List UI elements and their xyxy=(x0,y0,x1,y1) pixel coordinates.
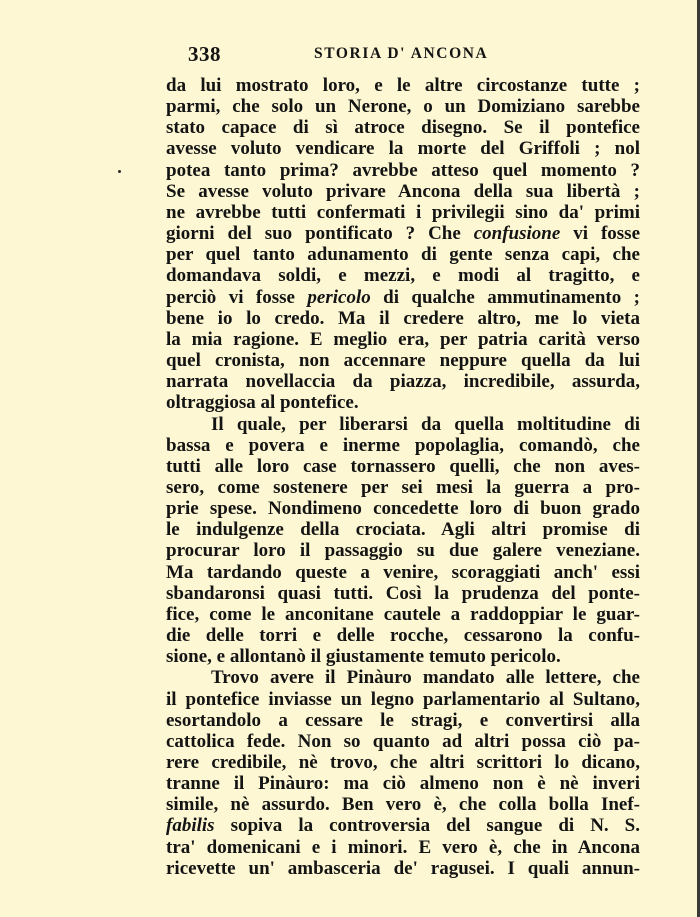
text-segment: la mia ragione. E meglio era, per patria carità verso xyxy=(166,328,640,350)
text-line xyxy=(166,731,640,752)
text-line xyxy=(166,160,640,181)
text-line xyxy=(166,456,640,477)
text-line xyxy=(166,773,640,794)
text-segment: avesse voluto vendicare la morte del Griffoli ; nol xyxy=(166,138,640,160)
text-line xyxy=(166,540,640,561)
text-line xyxy=(166,689,640,710)
text-segment: fice, come le anconitane cautele a raddoppiar le guar- xyxy=(166,603,640,625)
italic-word: fabilis xyxy=(166,815,215,837)
text-segment: sopiva la controversia del sangue di N. S. xyxy=(214,815,640,837)
text-segment: procurar loro il passaggio su due galere veneziane. xyxy=(166,540,640,562)
text-segment: da lui mostrato loro, e le altre circostanze tutte ; xyxy=(166,75,640,96)
text-segment: quel cronista, non accennare neppure quella da lui xyxy=(166,350,640,372)
text-line xyxy=(166,435,640,456)
text-line xyxy=(166,794,640,815)
text-segment: Ma tardando queste a venire, scoraggiati anch' essi xyxy=(166,561,640,583)
text-segment: tra' domenicani e i minori. E vero è, che in Ancona xyxy=(166,836,640,858)
text-segment: ricevette un' ambasceria de' ragusei. I quali annun- xyxy=(166,857,640,879)
text-line xyxy=(166,604,640,625)
text-line xyxy=(166,710,640,731)
text-line xyxy=(166,646,640,667)
text-segment: stato capace di sì atroce disegno. Se il pontefice xyxy=(166,117,640,139)
text-segment: Se avesse voluto privare Ancona della sua libertà ; xyxy=(166,180,640,202)
text-line xyxy=(166,329,640,350)
text-segment: il pontefice inviasse un legno parlamentario al Sultano, xyxy=(166,688,640,710)
text-segment: rere credibile, nè trovo, che altri scrittori lo dicano, xyxy=(166,752,640,773)
text-line xyxy=(166,815,640,836)
text-line xyxy=(166,138,640,159)
text-line xyxy=(166,287,640,308)
text-segment: ne avrebbe tutti confermati i privilegii sino da' primi xyxy=(166,201,640,223)
text-line xyxy=(166,350,640,371)
text-segment: vi fosse xyxy=(560,223,641,245)
text-segment: perciò vi fosse xyxy=(166,286,308,308)
text-segment: sione, e allontanò il giustamente temuto pericolo. xyxy=(166,646,561,668)
text-line xyxy=(166,265,640,286)
text-segment: die delle torri e delle rocche, cessarono la confu- xyxy=(166,625,640,647)
text-line xyxy=(166,667,640,688)
text-line xyxy=(166,562,640,583)
text-segment: sero, come sostenere per sei mesi la guerra a pro- xyxy=(166,476,640,498)
text-line xyxy=(166,392,640,413)
text-line xyxy=(166,371,640,392)
text-segment: per quel tanto adunamento di gente senza capi, che xyxy=(166,244,640,266)
text-line xyxy=(166,837,640,858)
text-segment: sbandaronsi quasi tutti. Così la prudenza del ponte- xyxy=(166,582,640,604)
text-line xyxy=(166,117,640,138)
text-line xyxy=(166,75,640,96)
text-segment: bassa e povera e inerme popolaglia, comandò, che xyxy=(166,434,640,456)
text-segment: Trovo avere il Pinàuro mandato alle lettere, che xyxy=(211,667,640,689)
text-segment: bene io lo credo. Ma il credere altro, me lo vieta xyxy=(166,307,640,329)
text-line xyxy=(166,223,640,244)
text-line xyxy=(166,202,640,223)
italic-word: pericolo xyxy=(307,286,371,308)
text-segment: le indulgenze della crociata. Agli altri promise di xyxy=(166,519,640,541)
text-line xyxy=(166,752,640,773)
text-line xyxy=(166,308,640,329)
text-line xyxy=(166,498,640,519)
text-line xyxy=(166,477,640,498)
text-segment: parmi, che solo un Nerone, o un Domiziano sarebbe xyxy=(166,96,640,118)
text-line xyxy=(166,858,640,879)
text-segment: domandava soldi, e mezzi, e modi al tragitto, e xyxy=(166,265,640,287)
italic-word: confusione xyxy=(473,223,561,245)
text-segment: oltraggiosa al pontefice. xyxy=(166,392,359,414)
text-segment: giorni del suo pontificato ? Che xyxy=(166,223,474,245)
body-text xyxy=(166,75,640,879)
text-line xyxy=(166,181,640,202)
text-line xyxy=(166,583,640,604)
text-segment: cattolica fede. Non so quanto ad altri possa ciò pa- xyxy=(166,730,640,752)
page-header xyxy=(188,42,638,66)
text-segment: tranne il Pinàuro: ma ciò almeno non è nè inveri xyxy=(166,773,640,795)
text-segment: narrata novellaccia da piazza, incredibile, assurda, xyxy=(166,371,640,393)
margin-mark xyxy=(118,170,121,173)
text-line xyxy=(166,96,640,117)
text-segment: simile, nè assurdo. Ben vero è, che colla bolla Inef- xyxy=(166,794,640,816)
text-segment: esortandolo a cessare le stragi, e convertirsi alla xyxy=(166,709,640,731)
text-segment: di qualche ammutinamento ; xyxy=(370,286,640,308)
page-number: 338 xyxy=(188,42,221,66)
text-line xyxy=(166,244,640,265)
text-line xyxy=(166,625,640,646)
text-line xyxy=(166,414,640,435)
text-segment: tutti alle loro case tornassero quelli, che non aves- xyxy=(166,455,640,477)
text-segment: Il quale, per liberarsi da quella moltitudine di xyxy=(211,413,640,435)
running-title: STORIA D' ANCONA xyxy=(314,45,489,62)
text-segment: prie spese. Nondimeno concedette loro di buon grado xyxy=(166,498,640,520)
text-line xyxy=(166,519,640,540)
text-segment: potea tanto prima? avrebbe atteso quel momento ? xyxy=(166,159,640,181)
